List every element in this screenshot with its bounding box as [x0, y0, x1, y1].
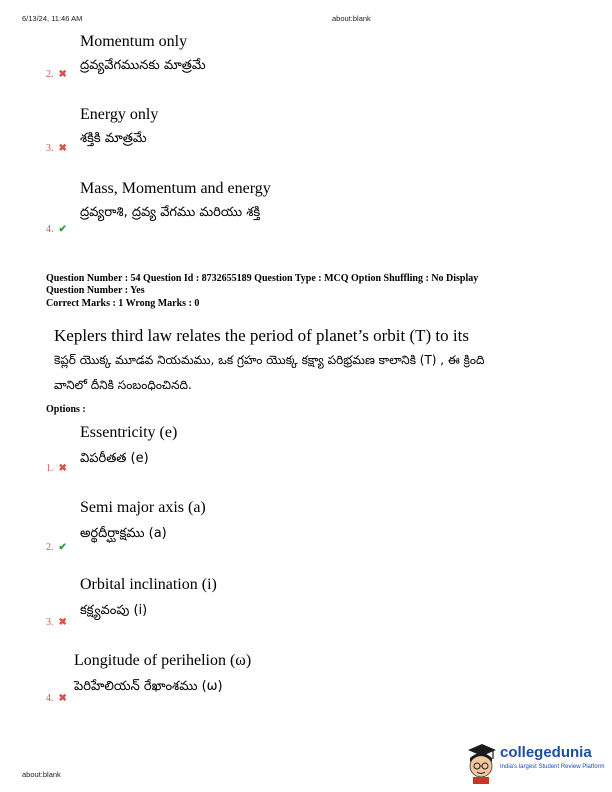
option-3-number: 3. ✖	[46, 617, 67, 628]
prev-option-2-number: 2. ✖	[46, 69, 67, 80]
option-2-telugu: అర్థదీర్ఘాక్షము (a)	[80, 526, 167, 541]
check-icon: ✔	[58, 224, 67, 235]
mascot-icon	[462, 742, 498, 784]
prev-option-3-english: Energy only	[80, 106, 159, 123]
wrong-icon: ✖	[58, 143, 67, 154]
prev-option-4-telugu: ద్రవ్యరాశి, ద్రవ్య వేగము మరియు శక్తి	[80, 205, 261, 220]
prev-option-3-telugu: శక్తికి మాత్రమే	[80, 131, 147, 146]
wrong-icon: ✖	[58, 617, 67, 628]
option-1-english: Essentricity (e)	[80, 424, 178, 441]
wrong-icon: ✖	[58, 69, 67, 80]
print-datetime: 6/13/24, 11:46 AM	[22, 14, 83, 23]
prev-option-2-telugu: ద్రవ్యవేగమునకు మాత్రమే	[80, 58, 206, 73]
option-2-english: Semi major axis (a)	[80, 499, 206, 516]
question-meta-line-1: Question Number : 54 Question Id : 8732655189 Question Type : MCQ Option Shuffling : No Display	[46, 273, 479, 284]
option-1-number: 1. ✖	[46, 463, 67, 474]
prev-option-4-number: 4. ✔	[46, 224, 67, 235]
prev-option-4-english: Mass, Momentum and energy	[80, 180, 271, 197]
option-3-telugu: కక్ష్యవంపు (i)	[80, 603, 148, 618]
question-meta-line-3: Correct Marks : 1 Wrong Marks : 0	[46, 298, 200, 309]
option-4-number: 4. ✖	[46, 693, 67, 704]
question-text-telugu-line-1: కెప్లర్ యొక్క మూడవ నియమము, ఒక గ్రహం యొక్క కక్ష్యా పరిభ్రమణ కాలానికి (T) , ఈ క్రింది	[54, 353, 485, 367]
option-3-english: Orbital inclination (i)	[80, 576, 217, 593]
logo-tagline: India's largest Student Review Platform	[500, 764, 605, 770]
question-text-telugu-line-2: వానిలో దీనికి సంబంధించినది.	[54, 378, 192, 392]
logo-brand: collegedunia	[500, 744, 592, 761]
question-meta-line-2: Question Number : Yes	[46, 285, 145, 296]
collegedunia-logo	[462, 742, 610, 786]
prev-option-3-number: 3. ✖	[46, 143, 67, 154]
option-2-number: 2. ✔	[46, 542, 67, 553]
prev-option-2-english: Momentum only	[80, 33, 188, 50]
option-4-english: Longitude of perihelion (ω)	[74, 652, 252, 669]
question-text-english: Keplers third law relates the period of planet’s orbit (T) to its	[54, 326, 469, 345]
options-label: Options :	[46, 404, 86, 415]
option-1-telugu: విపరీతత (e)	[80, 451, 149, 466]
check-icon: ✔	[58, 542, 67, 553]
print-url: about:blank	[332, 14, 371, 23]
wrong-icon: ✖	[58, 463, 67, 474]
wrong-icon: ✖	[58, 693, 67, 704]
footer-url: about:blank	[22, 770, 61, 779]
option-4-telugu: పెరిహేలియన్ రేఖాంశము (ω)	[74, 679, 223, 694]
